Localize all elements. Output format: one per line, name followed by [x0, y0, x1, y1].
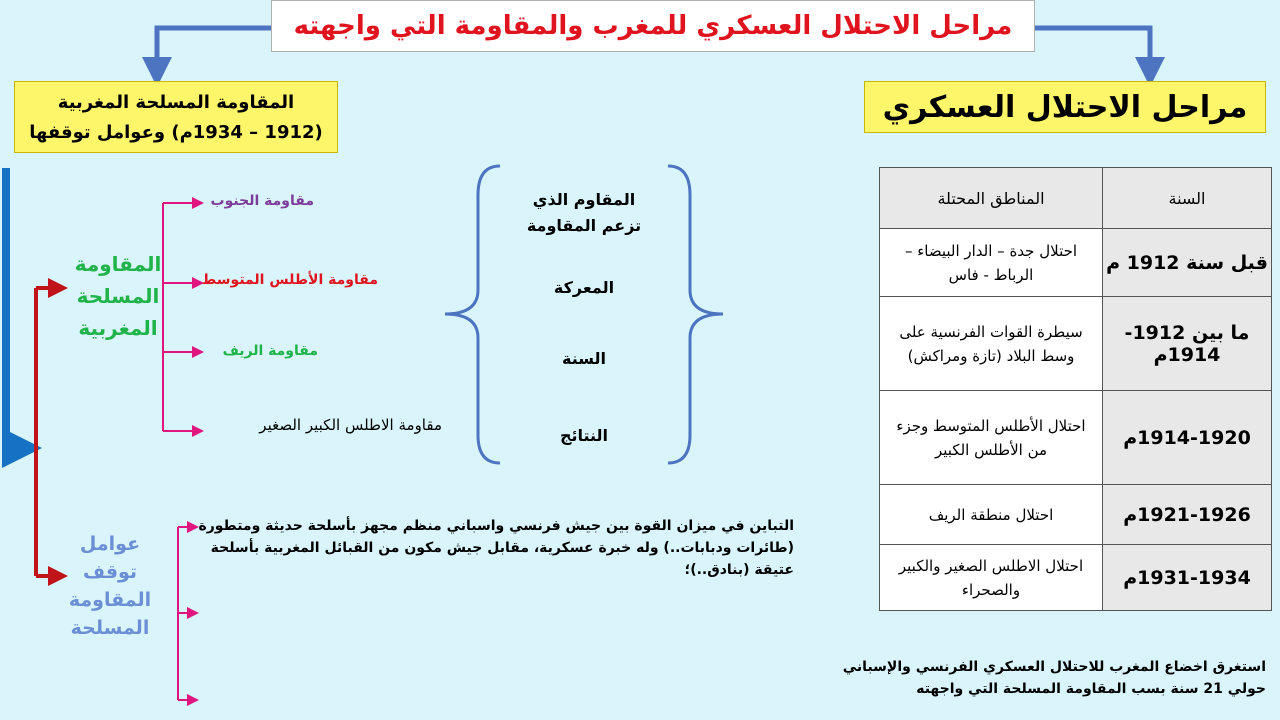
- cell-region: احتلال جدة – الدار البيضاء – الرباط - فاس: [880, 229, 1103, 297]
- header-region: المناطق المحتلة: [880, 168, 1103, 229]
- main-blue-arrow: [6, 168, 22, 448]
- table-row: [880, 545, 1272, 611]
- factors-group-title: عوامل توقف المقاومة المسلحة: [68, 533, 152, 639]
- page-title: مراحل الاحتلال العسكري للمغرب والمقاومة التي واجهته: [271, 0, 1035, 52]
- cell-year: 1931-1934م: [1103, 545, 1272, 611]
- header-year: السنة: [1103, 168, 1272, 229]
- cell-region: احتلال منطقة الريف: [880, 485, 1103, 545]
- resistance-heading-line2: (1912 – 1934م) وعوامل توقفها: [29, 122, 323, 143]
- cell-year: 1914-1920م: [1103, 391, 1272, 485]
- occupation-table: [879, 167, 1272, 611]
- branch-rif: مقاومة الريف: [222, 343, 318, 359]
- branch-middle-atlas: مقاومة الأطلس المتوسط: [201, 272, 378, 288]
- brace-item-year: السنة: [561, 349, 606, 368]
- left-brace: [445, 166, 500, 463]
- table-row: [880, 297, 1272, 391]
- resistance-heading-line1: المقاومة المسلحة المغربية: [57, 92, 295, 113]
- cell-year: 1921-1926م: [1103, 485, 1272, 545]
- cell-year: ما بين 1912- 1914م: [1103, 297, 1272, 391]
- cell-region: احتلال الاطلس الصغير والكبير والصحراء: [880, 545, 1103, 611]
- resistance-heading: [14, 81, 338, 153]
- occupation-heading: مراحل الاحتلال العسكري: [864, 81, 1266, 133]
- table-row: [880, 391, 1272, 485]
- cell-year: قبل سنة 1912 م: [1103, 229, 1272, 297]
- cell-region: احتلال الأطلس المتوسط وجزء من الأطلس الكبير: [880, 391, 1103, 485]
- branch-south: مقاومة الجنوب: [210, 193, 314, 209]
- title-right-arrow: [1035, 28, 1150, 72]
- table-row: [880, 485, 1272, 545]
- table-row: [880, 229, 1272, 297]
- right-brace: [668, 166, 723, 463]
- cell-region: سيطرة القوات الفرنسية على وسط البلاد (تازة ومراكش): [880, 297, 1103, 391]
- factor-text-1: التباين في ميزان القوة بين جيش فرنسي واسباني منظم مجهز بأسلحة حديثة ومتطورة (طائرات ودبابات..) وله خبرة عسكرية، مقابل جيش مكون من القبائل المغربية بأسلحة عتيقة (بنادق..)؛: [198, 518, 794, 578]
- brace-item-leader: المقاوم الذي تزعم المقاومة: [526, 190, 642, 235]
- table-header-row: [880, 168, 1272, 229]
- title-left-arrow: [157, 28, 271, 72]
- resistance-group-title: المقاومة المسلحة المغربية: [74, 252, 162, 340]
- brace-item-battle: المعركة: [553, 278, 615, 297]
- brace-item-results: النتائج: [559, 426, 609, 445]
- footer-note: استغرق اخضاع المغرب للاحتلال العسكري الفرنسي والإسباني حولي 21 سنة بسب المقاومة المسلحة التي واجهته: [842, 659, 1266, 697]
- branch-high-atlas: مقاومة الاطلس الكبير الصغير: [259, 416, 442, 434]
